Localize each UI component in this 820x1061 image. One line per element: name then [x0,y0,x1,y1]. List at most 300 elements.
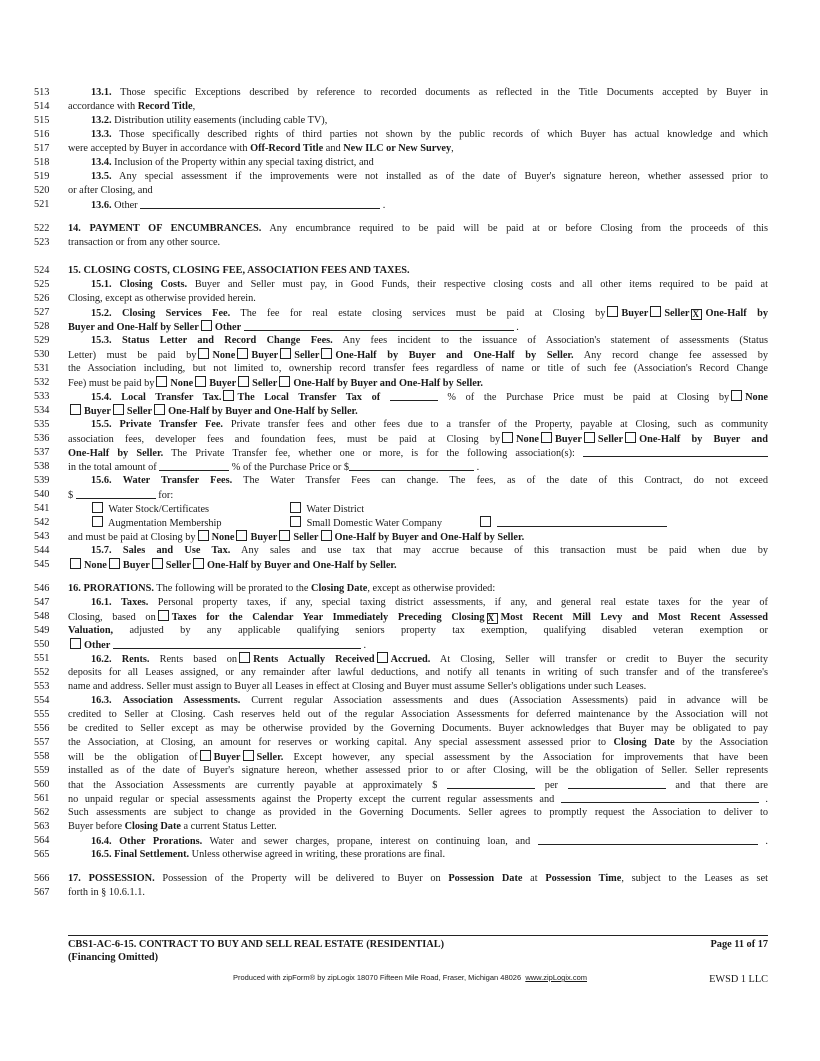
checkbox[interactable] [238,376,249,387]
line-number: 541 [34,503,50,514]
bold-text: 13.6. [91,200,112,211]
bold-text: Closing Date [311,583,368,594]
line-text [68,722,768,736]
checkbox[interactable] [279,376,290,387]
line-text [68,792,768,807]
line-number: 559 [34,765,50,776]
text: The Private Transfer fee, whether one or more, is for the following association(s): [163,448,584,459]
checkbox[interactable] [290,516,301,527]
checkbox[interactable] [201,320,212,331]
line-number: 542 [34,517,50,528]
bold-text: Seller [293,532,319,543]
contract-line [0,156,820,170]
bold-text: One-Half by Buyer and One-Half by Seller. [335,350,574,361]
contract-line [0,446,820,460]
text: by the Association [674,737,768,748]
bold-text: Buyer [209,378,237,389]
bold-text: 16.1. [91,597,112,608]
page-number: Page 11 of 17 [710,939,768,950]
line-text [68,320,768,335]
bold-text: One-Half by Buyer and One-Half by Seller. [334,532,525,543]
text: in the total amount of [68,462,160,473]
contract-line [0,184,820,198]
bold-text: Buyer [122,560,150,571]
text: The following will be prorated to the [153,583,312,594]
contract-line [0,348,820,362]
checkbox[interactable] [502,432,513,443]
line-number: 535 [34,419,50,430]
line-text [68,736,768,750]
line-text [68,362,768,376]
line-number: 515 [34,115,50,126]
line-number: 536 [34,433,50,444]
text: Except however, any special assessment by the Association for improvements that have been [283,752,768,763]
line-text [68,348,768,363]
line-number: 561 [34,793,50,804]
line-number: 534 [34,405,50,416]
bold-text: Buyer and One-Half by Seller [68,322,199,333]
fill-in-blank[interactable] [159,460,229,471]
checkbox[interactable] [198,348,209,359]
line-text [68,236,768,250]
fill-in-blank[interactable] [561,792,759,803]
line-text [68,872,768,886]
text: the Association, at Closing, an amount for reserves or working capital. Any special assessment assessed prior to [68,737,614,748]
bold-text: 16. PRORATIONS. [68,583,154,594]
checkbox[interactable] [195,376,206,387]
line-text [68,334,768,348]
text: Other [111,200,141,211]
form-id: CBS1-AC-6-15. CONTRACT TO BUY AND SELL REAL ESTATE (RESIDENTIAL) [68,939,445,950]
bold-text: Closing Date [124,821,181,832]
text: credited to Seller at Closing. Cash reserves held out of the regular Association Assessments for deferred maintenance by the Association will not [68,709,768,720]
checkbox[interactable] [279,530,290,541]
checkbox-option [288,516,442,531]
bold-text: 13.4. [91,157,112,168]
text: name and address. Seller must assign to Buyer all Leases in effect at Closing and Buyer must assume Seller's obligations under such Leases. [68,681,647,692]
line-number: 551 [34,653,50,664]
text: were accepted by Buyer in accordance with [68,143,251,154]
text: installed as of the date of Buyer's signature hereon, whether assessed prior to or after Closing, will be the obligation of Seller. Seller represents [68,765,768,776]
producer-link[interactable]: www.zipLogix.com [525,973,588,982]
text: The Water Transfer Fees can change. The fees, as of the date of this Contract, do not exceed [232,475,768,486]
contract-line [0,722,820,736]
footer-rule [68,935,768,936]
bold-text: 13.1. [91,87,112,98]
checkbox[interactable] [70,404,81,415]
text: . [513,322,519,333]
line-number: 548 [34,611,50,622]
line-text [68,694,768,708]
checkbox[interactable] [541,432,552,443]
line-number: 530 [34,349,50,360]
text: association fees, developer fees and foundation fees, must be paid at Closing by [68,434,501,445]
line-text [68,170,768,184]
contract-line [0,666,820,680]
bold-text: 15.1. [91,279,112,290]
text: At Closing, Seller will transfer or credit to Buyer the security [430,654,768,665]
line-number: 519 [34,171,50,182]
checkbox[interactable] [156,376,167,387]
bold-text: 15.3. [91,335,112,346]
line-text [68,306,768,321]
line-text [68,848,768,862]
bold-text: Off-Record Title [250,143,324,154]
line-number: 560 [34,779,50,790]
line-number: 554 [34,695,50,706]
text: , [451,143,454,154]
text: , [192,101,196,112]
contract-line [0,516,820,530]
bold-text: One-Half by Seller. [68,448,164,459]
text: Closing, except as otherwise provided herein. [68,293,256,304]
checkbox[interactable] [200,750,211,761]
fill-in-blank[interactable] [349,460,474,471]
fill-in-blank[interactable] [140,198,380,209]
checkbox[interactable] [193,558,204,569]
bold-text: Record Title [137,101,193,112]
text: Possession of the Property will be delivered to Buyer on [154,873,449,884]
line-number: 563 [34,821,50,832]
bold-text: Seller [597,434,624,445]
text: Buyer and Seller must pay, in Good Funds, their respective closing costs and all other items required to be paid at [187,279,768,290]
bold-text: 15.5. [91,419,112,430]
checkbox[interactable] [92,516,103,527]
line-text [68,404,768,419]
contract-line [0,820,820,834]
checkbox[interactable] [236,530,247,541]
checkbox[interactable] [154,404,165,415]
line-text [68,886,768,900]
bold-text: Association Assessments. [122,695,241,706]
checkbox[interactable] [607,306,618,317]
contract-line [0,418,820,432]
contract-line [0,530,820,544]
text: that the Association Assessments are currently payable at approximately $ [68,780,448,791]
checkbox[interactable] [152,558,163,569]
contract-line [0,624,820,638]
line-text [68,680,768,694]
bold-text: 15. CLOSING COSTS, CLOSING FEE, ASSOCIATION FEES AND TAXES. [68,265,410,276]
text: . [360,640,367,651]
text [112,308,122,319]
text: Augmentation Membership [106,518,222,529]
contract-line [0,750,820,764]
checkbox[interactable] [731,390,742,401]
text: for: [155,490,174,501]
bold-text: Seller [165,560,191,571]
bold-text: 16.2. [91,654,112,665]
fill-in-blank[interactable] [497,516,667,527]
checkbox[interactable] [321,530,332,541]
text: Any special assessment if the improvements were not installed as of the date of Buyer's signature hereon, whether assessed prior to [111,171,768,182]
bold-text: Sales and Use Tax. [122,545,231,556]
text: accordance with [68,101,138,112]
checkbox[interactable]: X [487,613,498,624]
checkbox[interactable] [243,750,254,761]
contract-line [0,736,820,750]
bold-text: Seller. [256,752,284,763]
bold-text: One-Half by Buyer and One-Half by Seller. [168,406,358,417]
bold-text: Final Settlement. [114,849,190,860]
text: Unless otherwise agreed in writing, these prorations are final. [189,849,446,860]
text: and that there are [665,780,768,791]
line-text [68,460,768,475]
line-text [68,778,768,793]
line-number: 552 [34,667,50,678]
line-number: 566 [34,873,50,884]
produced-by-line [0,973,820,982]
fill-in-blank[interactable] [538,834,758,845]
contract-line [0,142,820,156]
line-number: 520 [34,185,50,196]
text: Any sales and use tax that may accrue because of this transaction must be paid when due by [230,545,768,556]
contract-line [0,306,820,320]
bold-text: Other Prorations. [119,836,203,847]
bold-text: 13.2. [91,115,112,126]
bold-text: Valuation, [68,625,114,636]
line-text [68,390,768,405]
fill-in-blank[interactable] [447,778,535,789]
line-text [68,558,768,573]
text: Fee) must be paid by [68,378,155,389]
text: . [474,462,480,473]
text: Closing, based on [68,612,156,623]
bold-text: Taxes for the Calendar Year Immediately Preceding Closing [171,612,485,623]
line-text [68,764,768,778]
checkbox[interactable] [290,502,301,513]
contract-line [0,848,820,862]
contract-line [0,278,820,292]
bold-text: 16.5. [91,849,112,860]
bold-text: Buyer [250,532,278,543]
checkbox[interactable] [321,348,332,359]
checkbox-option [478,516,667,531]
line-number: 546 [34,583,50,594]
bold-text: Water Transfer Fees. [122,475,233,486]
contract-line [0,610,820,624]
checkbox[interactable]: X [691,309,702,320]
line-number: 558 [34,751,50,762]
bold-text: Rents. [121,654,150,665]
bold-text: None [745,392,768,403]
line-number: 543 [34,531,50,542]
contract-line [0,114,820,128]
text: Any record change fee assessed by [573,350,768,361]
text: Inclusion of the Property within any special taxing district, and [111,157,374,168]
text: . [758,794,768,805]
line-text [68,114,768,128]
contract-line [0,432,820,446]
bold-text: Status Letter and Record Change Fees. [121,335,333,346]
checkbox[interactable] [650,306,661,317]
contract-line [0,806,820,820]
text: Any encumbrance required to be paid will be paid at or before Closing from the proceeds of this [261,223,768,234]
line-text [68,666,768,680]
checkbox[interactable] [158,610,169,621]
contract-line [0,198,820,212]
checkbox[interactable] [92,502,103,513]
line-text [68,292,768,306]
text: a current Status Letter. [180,821,277,832]
line-number: 555 [34,709,50,720]
bold-text: Seller [252,378,278,389]
bold-text: The Local Transfer Tax of [237,392,381,403]
contract-line [0,652,820,666]
line-text [68,596,768,610]
line-number: 538 [34,461,50,472]
bold-text: One-Half by Buyer and [639,434,768,445]
fill-in-blank[interactable] [583,446,768,457]
bold-text: Seller [664,308,690,319]
contract-line [0,390,820,404]
line-number: 522 [34,223,50,234]
checkbox[interactable] [625,432,636,443]
contract-line [0,694,820,708]
line-number: 531 [34,363,50,374]
bold-text: 15.6. [91,475,112,486]
line-text [68,222,768,236]
contract-line [0,404,820,418]
bold-text: 15.7. [91,545,112,556]
contract-line [0,502,820,516]
text [112,545,123,556]
checkbox[interactable] [480,516,491,527]
line-number: 525 [34,279,50,290]
line-text [68,100,768,114]
bold-text: Rents Actually Received [253,654,375,665]
text [380,392,390,403]
fill-in-blank[interactable] [244,320,514,331]
line-number: 565 [34,849,50,860]
bold-text: One-Half by [705,308,768,319]
line-number: 556 [34,723,50,734]
checkbox[interactable] [239,652,250,663]
form-subtitle: (Financing Omitted) [68,952,159,963]
bold-text: 13.3. [91,129,112,140]
checkbox[interactable] [70,558,81,569]
text: . [380,200,386,211]
bold-text: Buyer [555,434,582,445]
contract-line [0,292,820,306]
line-number: 539 [34,475,50,486]
line-number: 516 [34,129,50,140]
line-text [68,86,768,100]
line-text [68,488,768,503]
fill-in-blank[interactable] [390,390,438,401]
contract-line [0,596,820,610]
line-number: 514 [34,101,50,112]
line-text [68,418,768,432]
text: The fee for real estate closing services must be paid at Closing by [230,308,606,319]
contract-line [0,872,820,886]
line-number: 528 [34,321,50,332]
text: will be the obligation of [68,752,198,763]
fill-in-blank[interactable] [113,638,361,649]
line-number: 562 [34,807,50,818]
line-number: 533 [34,391,50,402]
text: Such assessments are subject to change as provided in the Governing Documents. Seller agrees to promptly request the Association to deliver to [68,807,768,818]
text: Water and sewer charges, propane, interest on continuing loan, and [202,836,538,847]
text [112,597,121,608]
bold-text: One-Half by Buyer and One-Half by Seller. [293,378,483,389]
line-text [68,652,768,667]
contract-line [0,778,820,792]
checkbox[interactable] [198,530,209,541]
bold-text: None [212,350,236,361]
fill-in-blank[interactable] [76,488,156,499]
checkbox[interactable] [109,558,120,569]
line-text [68,582,768,596]
text: per [535,780,568,791]
checkbox[interactable] [377,652,388,663]
contract-line [0,460,820,474]
bold-text: Buyer [251,350,279,361]
checkbox[interactable] [280,348,291,359]
text: Small Domestic Water Company [304,518,442,529]
checkbox[interactable] [584,432,595,443]
text: be credited to Seller except as may be otherwise provided by the Governing Documents. Buyer acknowledges that Buyer may be obligated to pay [68,723,768,734]
checkbox[interactable] [237,348,248,359]
contract-line [0,236,820,250]
line-text [68,142,768,156]
line-text [68,624,768,638]
line-number: 567 [34,887,50,898]
bold-text: Local Transfer Tax. [121,392,222,403]
line-text [68,264,768,278]
text: Those specific Exceptions described by reference to recorded documents as reflected in the Title Documents accepted by Buyer in [111,87,768,98]
checkbox[interactable] [223,390,234,401]
bold-text: 16.3. [91,695,112,706]
line-number: 545 [34,559,50,570]
text: Any fees incident to the issuance of Association's statement of assessments (Status [332,335,768,346]
text [112,654,122,665]
bold-text: 15.4. [91,392,112,403]
contract-line [0,834,820,848]
line-number: 540 [34,489,50,500]
checkbox-option [90,502,209,517]
contract-line [0,488,820,502]
line-text [68,446,768,461]
text: transaction or from any other source. [68,237,221,248]
text: $ [68,490,76,501]
checkbox[interactable] [70,638,81,649]
fill-in-blank[interactable] [568,778,666,789]
bold-text: Accrued. [390,654,431,665]
line-text [68,128,768,142]
bold-text: Seller [294,350,320,361]
bold-text: Taxes. [121,597,149,608]
line-number: 529 [34,335,50,346]
contract-line [0,320,820,334]
line-number: 513 [34,87,50,98]
bold-text: Closing Costs. [119,279,188,290]
checkbox[interactable] [113,404,124,415]
contract-line [0,100,820,114]
contract-line [0,474,820,488]
text [112,392,122,403]
line-number: 527 [34,307,50,318]
contract-line [0,764,820,778]
line-number: 537 [34,447,50,458]
line-number: 544 [34,545,50,556]
bold-text: 13.5. [91,171,112,182]
text: the Association including, but not limited to, ownership record transfer fees regardless of name or title of such fee (Association's Record Change [68,363,768,374]
bold-text: Closing Services Fee. [122,308,231,319]
text [112,475,123,486]
line-text [68,278,768,292]
text: Letter) must be paid by [68,350,197,361]
